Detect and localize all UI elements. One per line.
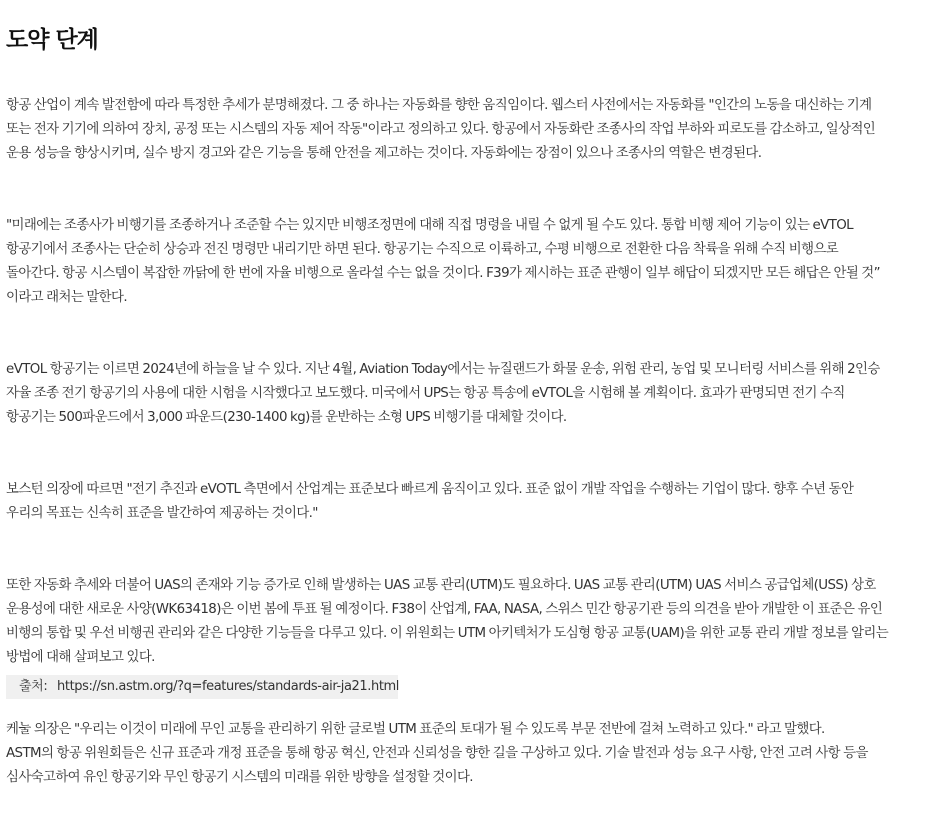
paragraph-kenul-quote: 케눌 의장은 "우리는 이것이 미래에 무인 교통을 관리하기 위한 글로벌 UTM 표준의 토대가 될 수 있도록 부문 전반에 걸쳐 노력하고 있다." 라고 말했다. ASTM의 항공 위원회들은 신규 표준과 개정 표준을 통해 항공 혁신, 안전과 신뢰성을 향한 길을 구상하고 있다. 기술 발전과 성능 요구 사항, 안전 고려 사항 등을 심사숙고하여 유인 항공기와 무인 항공기 시스템의 미래를 위한 방향을 설정할 것이다. <box>6 722 868 785</box>
paragraph-boston-quote: 보스턴 의장에 따르면 "전기 추진과 eVOTL 측면에서 산업계는 표준보다 빠르게 움직이고 있다. 표준 없이 개발 작업을 수행하는 기업이 많다. 향후 수년 동안 우리의 목표는 신속히 표준을 발간하여 제공하는 것이다." <box>6 482 854 521</box>
source-url-link[interactable]: https://sn.astm.org/?q=features/standards-air-ja21.html <box>57 679 400 694</box>
paragraph-pilot-quote: "미래에는 조종사가 비행기를 조종하거나 조준할 수는 있지만 비행조정면에 대해 직접 명령을 내릴 수 없게 될 수도 있다. 통합 비행 제어 기능이 있는 eVTOL 항공기에서 조종사는 단순히 상승과 전진 명령만 내리기만 하면 된다. 항공기는 수직으로 이륙하고, 수평 비행으로 전환한 다음 착륙을 위해 수직 비행으로 돌아간다. 항공 시스템이 복잡한 까닭에 한 번에 자율 비행으로 올라설 수는 없을 것이다. F39가 제시하는 표준 관행이 일부 해답이 되겠지만 모든 해답은 안될 것” 이라고 래처는 말한다. <box>6 218 880 305</box>
paragraph-evtol-2024: eVTOL 항공기는 이르면 2024년에 하늘을 날 수 있다. 지난 4월, Aviation Today에서는 뉴질랜드가 화물 운송, 위험 관리, 농업 및 모니터링 서비스를 위해 2인승 자율 조종 전기 항공기의 사용에 대한 시험을 시작했다고 보도했다. 미국에서 UPS는 항공 특송에 eVTOL을 시험해 볼 계획이다. 효과가 판명되면 전기 수직 항공기는 500파운드에서 3,000 파운드(230-1400 kg)를 운반하는 소형 UPS 비행기를 대체할 것이다. <box>6 362 880 425</box>
article-body <box>6 70 950 814</box>
source-citation <box>6 675 398 699</box>
paragraph-automation-intro: 항공 산업이 계속 발전함에 따라 특정한 추세가 분명해졌다. 그 중 하나는 자동화를 향한 움직임이다. 웹스터 사전에서는 자동화를 "인간의 노동을 대신하는 기계 또는 전자 기기에 의하여 장치, 공정 또는 시스템의 자동 제어 작동"이라고 정의하고 있다. 항공에서 자동화란 조종사의 작업 부하와 피로도를 감소하고, 일상적인 운용 성능을 향상시키며, 실수 방지 경고와 같은 기능을 통해 안전을 제고하는 것이다. 자동화에는 장점이 있으나 조종사의 역할은 변경된다. <box>6 98 876 161</box>
paragraph-utm: 또한 자동화 추세와 더불어 UAS의 존재와 기능 증가로 인해 발생하는 UAS 교통 관리(UTM)도 필요하다. UAS 교통 관리(UTM) UAS 서비스 공급업체(USS) 상호 운용성에 대한 새로운 사양(WK63418)은 이번 봄에 투표 될 예정이다. F38이 산업계, FAA, NASA, 스위스 민간 항공기관 등의 의견을 받아 개발한 이 표준은 유인 비행의 통합 및 우선 비행권 관리와 같은 다양한 기능들을 다루고 있다. 이 위원회는 UTM 아키텍처가 도심형 항공 교통(UAM)을 위한 교통 관리 개발 정보를 알리는 방법에 대해 살펴보고 있다. <box>6 578 889 665</box>
article-title: 도약 단계 <box>6 27 98 53</box>
source-label: 출처: <box>19 679 48 694</box>
